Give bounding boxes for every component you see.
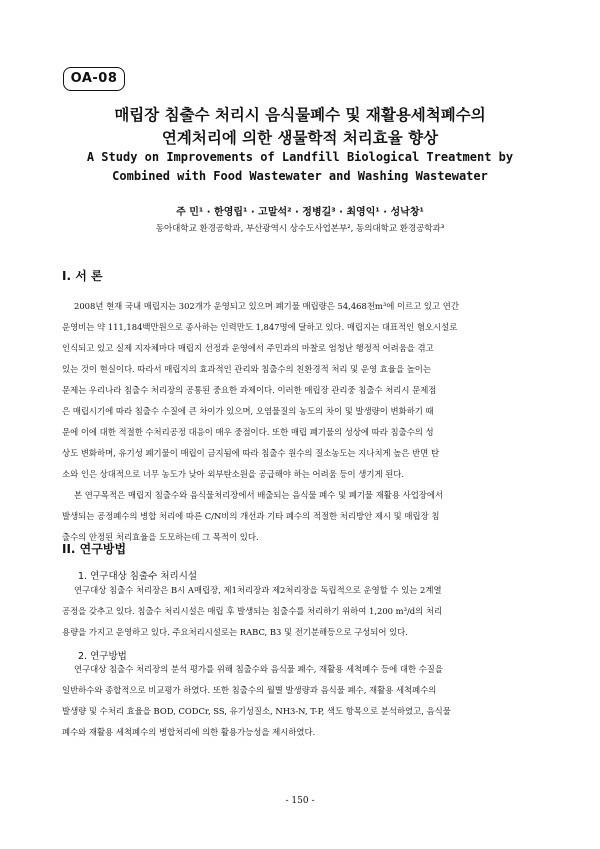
subsection-heading-facility: 1. 연구대상 침출수 처리시설 <box>78 571 198 582</box>
text-line: 본 연구목적은 매립지 침출수와 음식물처리장에서 배출되는 음식물 폐수 및 폐기물 재활용 사업장에서 <box>74 490 444 500</box>
text-line: 문제는 우리나라 침출수 처리장의 공통된 중요한 과제이다. 이러한 매립장 관리중 침출수 처리시 문제점 <box>62 385 437 395</box>
text-line: 있는 것이 현실이다. 따라서 매립지의 효과적인 관리와 침출수의 친환경적 처리 및 운영 효율을 높이는 <box>62 364 431 374</box>
section-heading-methods: II. 연구방법 <box>62 542 127 556</box>
text-line: 문에 이에 대한 적절한 수처리공정 대응이 매우 중점이다. 또한 매립 폐기물의 성상에 따라 침출수의 성 <box>62 427 434 437</box>
text-line: 발생량 및 수처리 효율을 BOD, CODCr, SS, 유기성질소, NH3-N, T-P, 색도 항목으로 분석하였고, 음식물 <box>62 706 451 716</box>
text-line: 일반하수와 종합적으로 비교평가 하였다. 또한 침출수의 월별 발생량과 음식물 폐수, 재활용 세척폐수의 <box>62 685 437 695</box>
text-line: 인식되고 있고 실제 지자체마다 매립지 선정과 운영에서 주민과의 마찰로 엄청난 행정적 어려움을 겪고 <box>62 343 434 353</box>
section-heading-introduction: I. 서 론 <box>62 269 103 283</box>
author-list: 주 민¹ · 한영립¹ · 고말석² · 정병길³ · 최영익¹ · 성낙창¹ <box>176 207 424 218</box>
session-badge: OA-08 <box>63 67 125 91</box>
introduction-paragraph-2 <box>62 485 538 548</box>
text-line: 연구대상 침출수 처리장은 B시 A매립장, 제1처리장과 제2처리장을 독립적으로 운영할 수 있는 2계열 <box>74 585 442 595</box>
affiliation-list: 동아대학교 환경공학과, 부산광역시 상수도사업본부², 동의대학교 환경공학과³ <box>155 224 445 234</box>
text-line: 공정을 갖추고 있다. 침출수 처리시설은 매립 후 발생되는 침출수를 처리하기 위하여 1,200 m³/d의 처리 <box>62 606 443 616</box>
text-line: 은 매립시기에 따라 침출수 수질에 큰 차이가 있으며, 오염물질의 농도의 차이 및 발생량이 변화하기 때 <box>62 406 434 416</box>
text-line: 발생되는 공정폐수의 병합 처리에 따른 C/N비의 개선과 기타 폐수의 적절한 처리방안 제시 및 매립장 침 <box>62 511 440 521</box>
facility-paragraph <box>62 580 538 643</box>
subsection-heading-method: 2. 연구방법 <box>78 651 127 662</box>
text-line: 용량을 가지고 운영하고 있다. 주요처리시설로는 RABC, B3 및 전기분해등으로 구성되어 있다. <box>62 627 408 637</box>
title-english-line-2: Combined with Food Wastewater and Washing Wastewater <box>112 169 488 183</box>
method-paragraph <box>62 659 538 743</box>
text-line: 출수의 안정된 처리효율을 도모하는데 그 목적이 있다. <box>62 532 259 542</box>
text-line: 소와 인은 상대적으로 너무 농도가 낮아 외부탄소원을 공급해야 하는 어려움 등이 생기게 된다. <box>62 469 405 479</box>
title-english-line-1: A Study on Improvements of Landfill Biological Treatment by <box>86 150 514 164</box>
text-line: 폐수와 재활용 세척폐수의 병합처리에 의한 활용가능성을 제시하였다. <box>62 727 316 737</box>
text-line: 운영비는 약 111,184백만원으로 종사하는 인력만도 1,847명에 달하고 있다. 매립지는 대표적인 혐오시설로 <box>62 322 458 332</box>
introduction-paragraph-1 <box>62 296 538 485</box>
text-line: 상도 변화하며, 유기성 폐기물이 매립이 금지됨에 따라 침출수 원수의 질소농도는 지나치게 높은 반면 탄 <box>62 448 440 458</box>
page-number: - 150 - <box>285 796 315 806</box>
title-korean-line-1: 매립장 침출수 처리시 음식물폐수 및 재활용세척폐수의 <box>114 106 486 124</box>
title-korean-line-2: 연계처리에 의한 생물학적 처리효율 향상 <box>161 129 439 147</box>
text-line: 2008년 현재 국내 매립지는 302개가 운영되고 있으며 폐기물 매립량은 54,468천m³에 이르고 있고 연간 <box>74 301 459 311</box>
text-line: 연구대상 침출수 처리장의 분석 평가를 위해 침출수와 음식물 폐수, 재활용 세척폐수 등에 대한 수질을 <box>74 664 443 674</box>
